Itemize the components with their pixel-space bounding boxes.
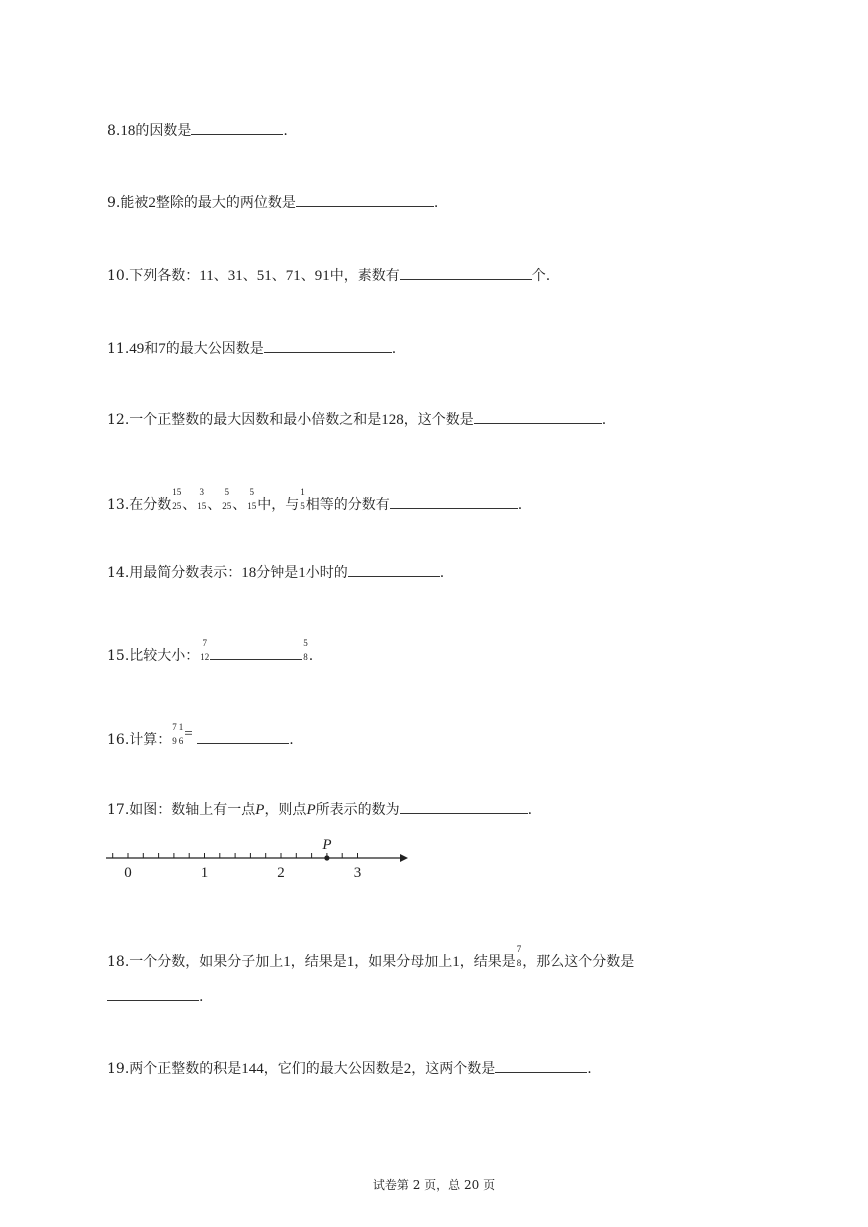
number-line-figure: [100, 832, 420, 884]
answer-blank[interactable]: [495, 1058, 587, 1073]
fraction: 7 8: [516, 944, 522, 968]
fraction: 7 9: [172, 722, 177, 746]
answer-blank[interactable]: [390, 494, 518, 509]
page-footer: 试卷第 2 页，总 20 页: [372, 1178, 496, 1192]
fraction: 7 12: [200, 638, 210, 662]
tick-marks: [113, 853, 358, 858]
fraction: 3 15: [197, 487, 207, 511]
answer-blank[interactable]: [400, 799, 528, 814]
point-p-marker: [324, 855, 329, 860]
tick-labels: [124, 865, 361, 881]
answer-blank[interactable]: [107, 986, 199, 1001]
question-17: 17.如图：数轴上有一点P，则点P所表示的数为 .: [107, 799, 532, 820]
question-10: 10.下列各数：11、31、51、71、91中，素数有 个.: [107, 265, 550, 286]
answer-blank[interactable]: [348, 562, 440, 577]
fraction: 1 5: [300, 487, 305, 511]
answer-blank[interactable]: [191, 120, 283, 135]
tick-label: 2: [277, 865, 285, 881]
answer-blank[interactable]: [474, 409, 602, 424]
answer-blank[interactable]: [197, 729, 289, 744]
tick-label: 0: [124, 865, 132, 881]
point-p-label: P: [322, 837, 332, 853]
question-18: 18.一个分数，如果分子加上1，结果是1，如果分母加上1，结果是 7 8 ，那么这个分数是: [107, 944, 635, 970]
fraction: 5 8: [303, 638, 308, 662]
question-19: 19.两个正整数的积是144，它们的最大公因数是2，这两个数是 .: [107, 1058, 592, 1079]
question-14: 14.用最简分数表示：18分钟是1小时的 .: [107, 562, 444, 583]
answer-blank[interactable]: [210, 645, 302, 660]
tick-label: 1: [200, 865, 209, 881]
question-8: 8.18的因数是 .: [107, 120, 288, 141]
question-15: 15.比较大小： 7 12 5 8 .: [107, 638, 314, 664]
fraction: 1 6: [178, 722, 184, 746]
tick-label: 3: [353, 865, 362, 881]
answer-blank[interactable]: [296, 192, 434, 207]
fraction: 5 15: [247, 487, 257, 511]
fraction: 15 25: [172, 487, 182, 511]
question-11: 11.49和7的最大公因数是 .: [107, 338, 396, 359]
answer-blank[interactable]: [400, 265, 532, 280]
question-12: 12.一个正整数的最大因数和最小倍数之和是128，这个数是 .: [107, 409, 606, 430]
question-13: 13.在分数 15 25 、 3 15 、 5 25 、 5 15 中，与 1 5 相等的分数有 .: [107, 487, 523, 513]
question-9: 9.能被2整除的最大的两位数是 .: [107, 192, 438, 213]
question-16: 16.计算： 7 9 1 6 = .: [107, 722, 294, 748]
question-18-line2: .: [107, 986, 203, 1007]
fraction: 5 25: [222, 487, 232, 511]
arrow-head: [400, 854, 408, 862]
answer-blank[interactable]: [264, 338, 392, 353]
